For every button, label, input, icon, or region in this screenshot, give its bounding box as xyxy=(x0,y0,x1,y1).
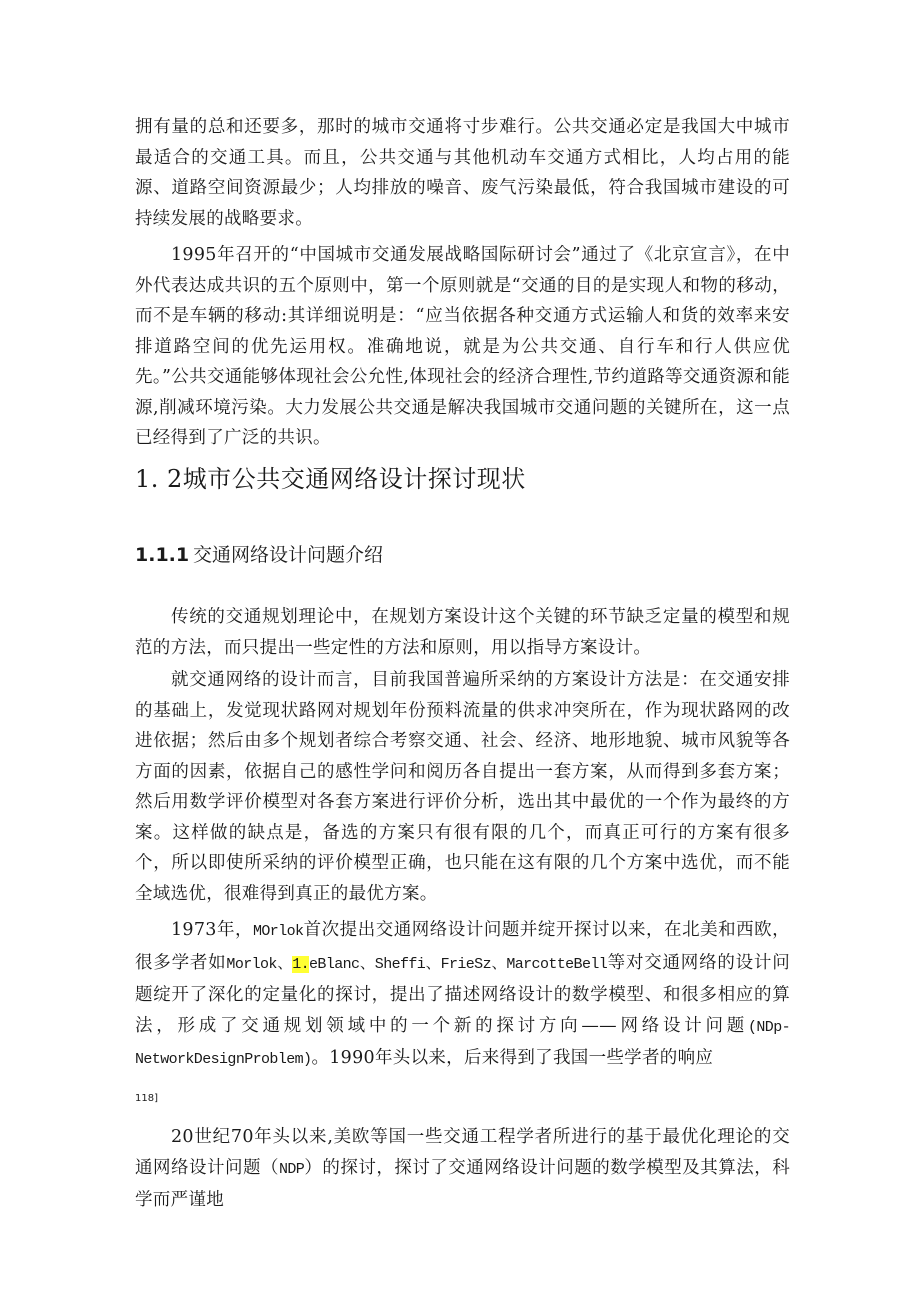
paragraph-1: 拥有量的总和还要多，那时的城市交通将寸步难行。公共交通必定是我国大中城市最适合的交通工具。而且，公共交通与其他机动车交通方式相比，人均占用的能源、道路空间资源最少；人均排放的噪音、废气污染最低，符合我国城市建设的可持续发展的战略要求。 xyxy=(135,117,790,229)
p5-name-list: eBlanc、Sheffi、FrieSz、MarcotteBell xyxy=(309,955,608,973)
paragraph-5 xyxy=(135,915,790,1076)
highlighted-text: 1. xyxy=(292,955,310,973)
subsection-title: 交通网络设计问题介绍 xyxy=(193,544,384,566)
paragraph-3: 传统的交通规划理论中，在规划方案设计这个关键的环节缺乏定量的模型和规范的方法，而只提出一些定性的方法和原则，用以指导方案设计。 xyxy=(135,607,790,658)
p5-text-a: 1973年， xyxy=(171,920,253,940)
paragraph-6 xyxy=(135,1122,790,1216)
paragraph-4: 就交通网络的设计而言，目前我国普遍所采纳的方案设计方法是：在交通安排的基础上，发觉现状路网对规划年份预料流量的供求冲突所在，作为现状路网的改进依据；然后由多个规划者综合考察交通、社会、经济、地形地貌、城市风貌等各方面的因素，依据自己的感性学问和阅历各自提出一套方案，从而得到多套方案；然后用数学评价模型对各套方案进行评价分析，选出其中最优的一个作为最终的方案。这样做的缺点是，备选的方案只有很有限的几个，而真正可行的方案有很多个，所以即使所采纳的评价模型正确，也只能在这有限的几个方案中选优，而不能全域选优，很难得到真正的最优方案。 xyxy=(135,670,790,904)
subsection-heading-1-1-1 xyxy=(135,540,383,570)
p6-ndp: NDP xyxy=(278,1160,305,1178)
section-heading-1-2: 1. 2城市公共交通网络设计探讨现状 xyxy=(135,465,526,493)
p5-ndp-term: (NDp-NetworkDesignProblem) xyxy=(135,1018,790,1068)
subsection-number: 1.1.1 xyxy=(135,544,190,566)
p5-text-g: 等对交通网络的设计问题绽开了深化的定量化的探讨，提出了描述网络设计的数学模型、和很多相应的算法，形成了交通规划领域中的一个新的探讨方向——网络设计问题 xyxy=(135,952,791,1036)
p5-text-i: 。1990年头以来，后来得到了我国一些学者的响应 xyxy=(311,1048,714,1068)
p5-name-morlok: MOrlok xyxy=(253,923,304,940)
p5-name-list-start: Morlok、 xyxy=(226,955,293,973)
p5-text-c: 首次提出交通网络设计问题并绽开探讨以来，在北美和西欧，很多学者如 xyxy=(135,920,790,973)
paragraph-2: 1995年召开的“中国城市交通发展战略国际研讨会”通过了《北京宣言》，在中外代表达成共识的五个原则中，第一个原则就是“交通的目的是实现人和物的移动，而不是车辆的移动:其详细说明是：“应当依据各种交通方式运输人和货的效率来安排道路空间的优先运用权。准确地说，就是为公共交通、自行车和行人供应优先。”公共交通能够体现社会公允性,体现社会的经济合理性,节约道路等交通资源和能源,削减环境污染。大力发展公共交通是解决我国城市交通问题的关键所在，这一点已经得到了广泛的共识。 xyxy=(135,245,790,448)
footnote-reference: 118] xyxy=(135,1093,158,1104)
p6-text-c: ）的探讨，探讨了交通网络设计问题的数学模型及其算法，科学而严谨地 xyxy=(135,1157,790,1210)
p6-text-a: 20世纪70年头以来,美欧等国一些交通工程学者所进行的基于最优化理论的交通网络设计问题（ xyxy=(135,1127,790,1178)
